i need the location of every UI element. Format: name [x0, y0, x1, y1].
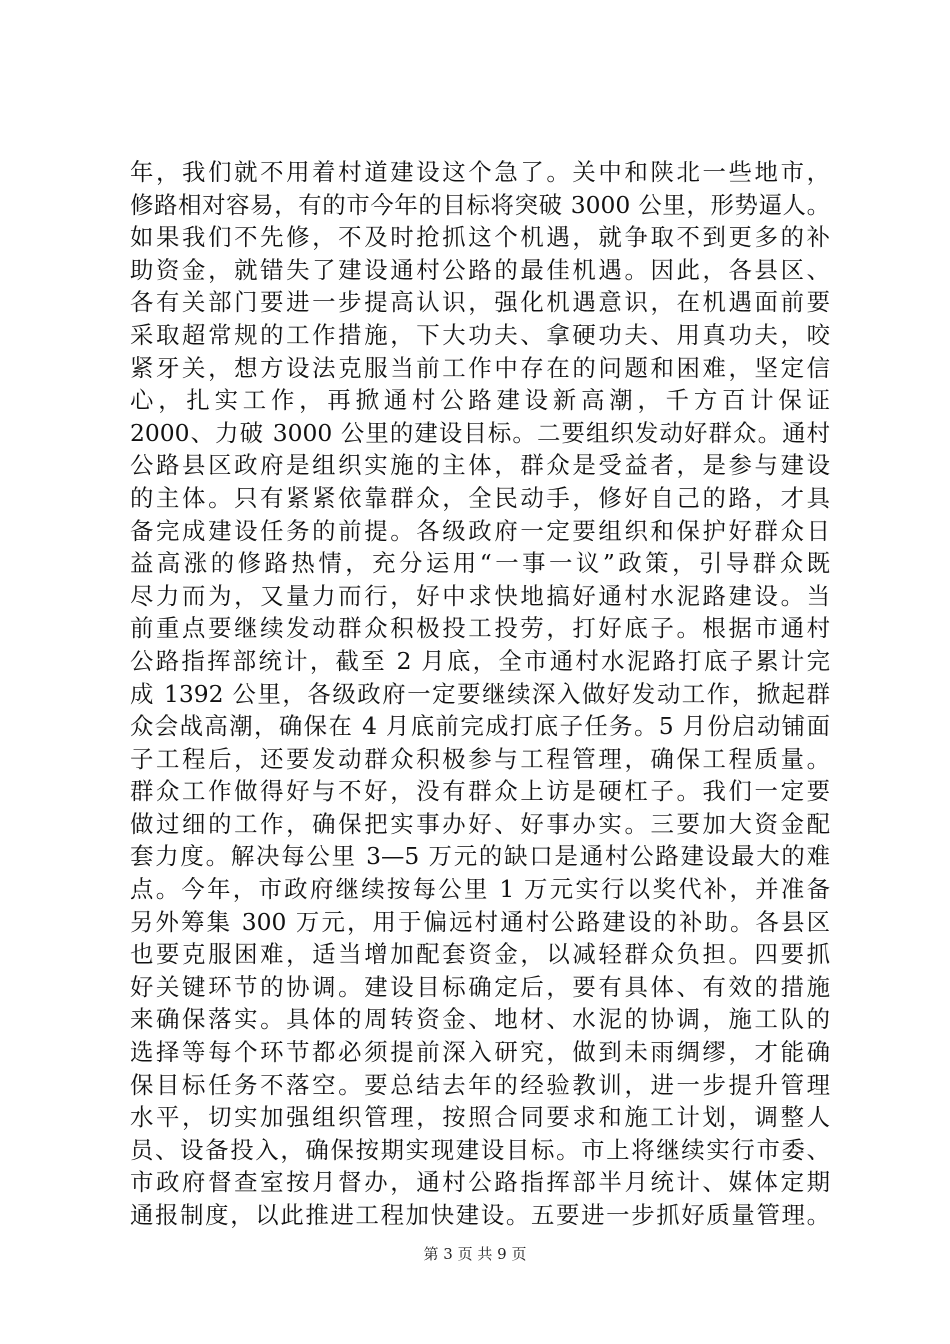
text-line: 水平，切实加强组织管理，按照合同要求和施工计划，调整人: [130, 1103, 830, 1132]
text-line: 保目标任务不落空。要总结去年的经验教训，进一步提升管理: [130, 1070, 830, 1099]
text-line: 心，扎实工作，再掀通村公路建设新高潮，千方百计保证: [130, 386, 830, 415]
text-line: 益高涨的修路热情，充分运用“一事一议”政策，引导群众既: [130, 549, 830, 578]
text-line: 公路县区政府是组织实施的主体，群众是受益者，是参与建设: [130, 451, 830, 480]
text-line: 修路相对容易，有的市今年的目标将突破 3000 公里，形势逼人。: [130, 190, 830, 219]
text-line: 如果我们不先修，不及时抢抓这个机遇，就争取不到更多的补: [130, 223, 830, 252]
page-footer: 第 3 页 共 9 页: [423, 1245, 527, 1263]
text-line: 2000、力破 3000 公里的建设目标。二要组织发动好群众。通村: [130, 418, 830, 447]
body-text: [130, 156, 830, 1232]
text-line: 做过细的工作，确保把实事办好、好事办实。三要加大资金配: [130, 809, 830, 838]
text-line: 选择等每个环节都必须提前深入研究，做到未雨绸缪，才能确: [130, 1038, 830, 1067]
text-line: 通报制度，以此推进工程加快建设。五要进一步抓好质量管理。: [130, 1201, 830, 1229]
text-line: 尽力而为，又量力而行，好中求快地搞好通村水泥路建设。当: [130, 581, 830, 610]
text-line: 群众工作做得好与不好，没有群众上访是硬杠子。我们一定要: [130, 777, 830, 806]
text-line: 另外筹集 300 万元，用于偏远村通村公路建设的补助。各县区: [130, 907, 830, 936]
text-line: 成 1392 公里，各级政府一定要继续深入做好发动工作，掀起群: [130, 679, 830, 708]
text-line: 好关键环节的协调。建设目标确定后，要有具体、有效的措施: [130, 972, 830, 1001]
text-line: 各有关部门要进一步提高认识，强化机遇意识，在机遇面前要: [130, 288, 830, 317]
text-line: 也要克服困难，适当增加配套资金，以减轻群众负担。四要抓: [130, 940, 830, 969]
text-line: 紧牙关，想方设法克服当前工作中存在的问题和困难，坚定信: [130, 353, 830, 382]
text-line: 备完成建设任务的前提。各级政府一定要组织和保护好群众日: [130, 516, 830, 545]
text-line: 员、设备投入，确保按期实现建设目标。市上将继续实行市委、: [130, 1135, 830, 1164]
text-line: 套力度。解决每公里 3—5 万元的缺口是通村公路建设最大的难: [130, 842, 830, 871]
text-line: 众会战高潮，确保在 4 月底前完成打底子任务。5 月份启动铺面: [130, 712, 830, 741]
text-line: 点。今年，市政府继续按每公里 1 万元实行以奖代补，并准备: [130, 875, 830, 904]
text-line: 年，我们就不用着村道建设这个急了。关中和陕北一些地市，: [130, 158, 830, 186]
text-line: 子工程后，还要发动群众积极参与工程管理，确保工程质量。: [130, 744, 830, 773]
text-line: 公路指挥部统计，截至 2 月底，全市通村水泥路打底子累计完: [130, 646, 830, 675]
text-line: 前重点要继续发动群众积极投工投劳，打好底子。根据市通村: [130, 614, 830, 643]
text-line: 采取超常规的工作措施，下大功夫、拿硬功夫、用真功夫，咬: [130, 320, 830, 349]
text-line: 市政府督查室按月督办，通村公路指挥部半月统计、媒体定期: [130, 1168, 830, 1197]
text-line: 助资金，就错失了建设通村公路的最佳机遇。因此，各县区、: [130, 255, 830, 284]
text-line: 来确保落实。具体的周转资金、地材、水泥的协调，施工队的: [130, 1005, 830, 1034]
text-line: 的主体。只有紧紧依靠群众，全民动手，修好自己的路，才具: [130, 483, 830, 512]
